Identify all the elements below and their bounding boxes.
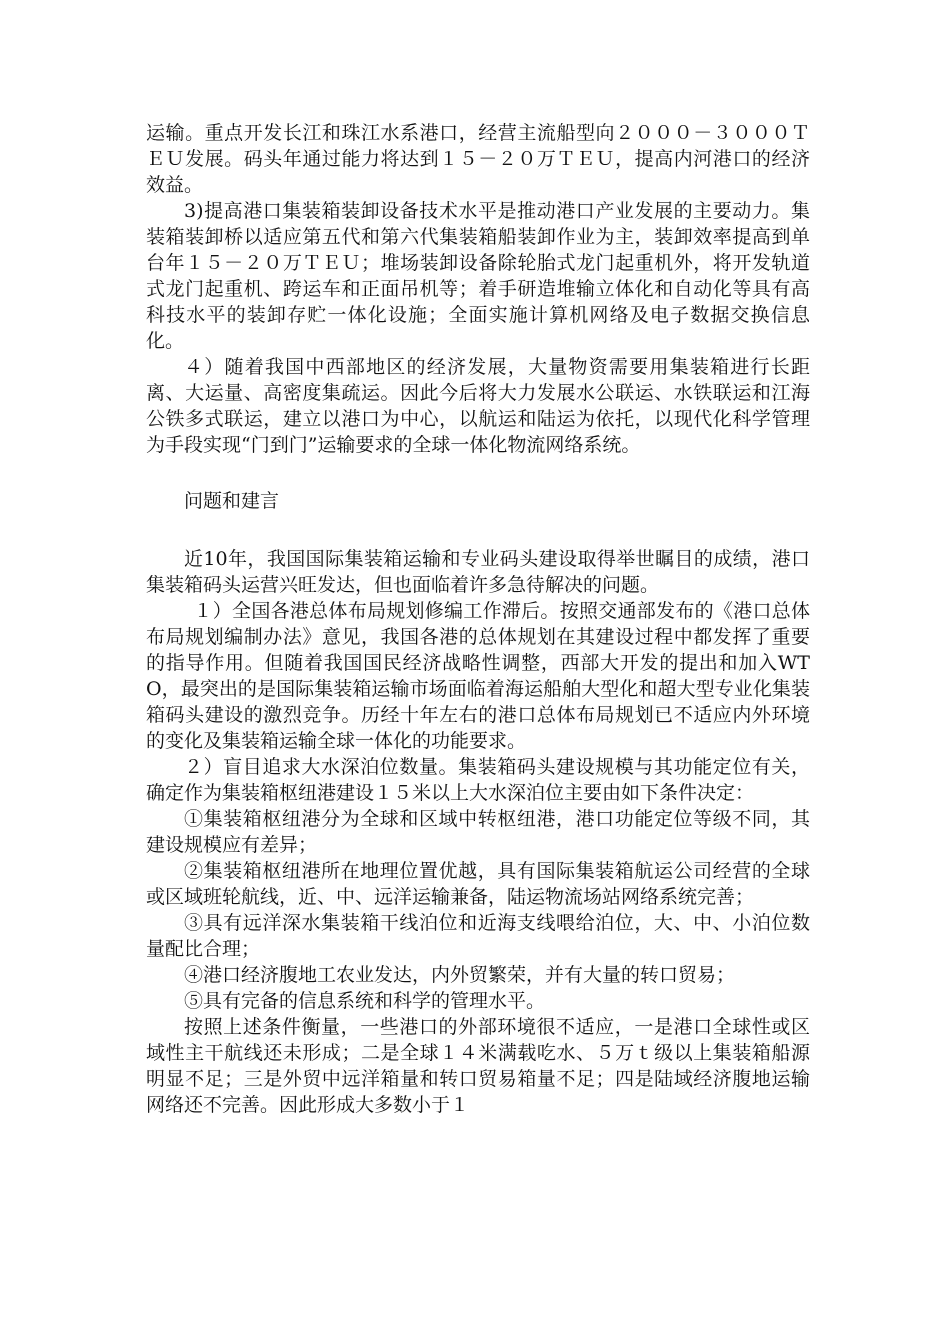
paragraph-intro: 近10年，我国国际集装箱运输和专业码头建设取得举世瞩目的成绩，港口集装箱码头运营兴旺发达，但也面临着许多急待解决的问题。 [146,548,810,596]
list-item-condition-4: ④港口经济腹地工农业发达，内外贸繁荣，并有大量的转口贸易； [184,964,736,986]
list-item-condition-2: ②集装箱枢纽港所在地理位置优越，具有国际集装箱航运公司经营的全球或区域班轮航线，近、中、远洋运输兼备，陆运物流场站网络系统完善； [146,860,810,908]
paragraph-inland-ports: 运输。重点开发长江和珠江水系港口，经营主流船型向２０００－３０００ＴＥＵ发展。码头年通过能力将达到１５－２０万ＴＥＵ，提高内河港口的经济效益。 [146,122,810,196]
section-heading: 问题和建言 [184,490,280,512]
paragraph-multimodal-transport: ４）随着我国中西部地区的经济发展，大量物资需要用集装箱进行长距离、大运量、高密度集疏运。因此今后将大力发展水公联运、水铁联运和江海公铁多式联运，建立以港口为中心，以航运和陆运为依托，以现代化科学管理为手段实现“门到门”运输要求的全球一体化物流网络系统。 [146,356,810,456]
paragraph-problem-1: １）全国各港总体布局规划修编工作滞后。按照交通部发布的《港口总体布局规划编制办法》意见，我国各港的总体规划在其建设过程中都发挥了重要的指导作用。但随着我国国民经济战略性调整，西部大开发的提出和加入WTO，最突出的是国际集装箱运输市场面临着海运船舶大型化和超大型专业化集装箱码头建设的激烈竞争。历经十年左右的港口总体布局规划已不适应内外环境的变化及集装箱运输全球一体化的功能要求。 [146,600,810,752]
list-item-condition-3: ③具有远洋深水集装箱干线泊位和近海支线喂给泊位，大、中、小泊位数量配比合理； [146,912,810,960]
paragraph-handling-equipment: 3)提高港口集装箱装卸设备技术水平是推动港口产业发展的主要动力。集装箱装卸桥以适应第五代和第六代集装箱船装卸作业为主，装卸效率提高到单台年１５－２０万ＴＥＵ；堆场装卸设备除轮胎式龙门起重机外，将开发轨道式龙门起重机、跨运车和正面吊机等；着手研造堆输立体化和自动化等具有高科技水平的装卸存贮一体化设施；全面实施计算机网络及电子数据交换信息化。 [146,200,810,352]
list-item-condition-1: ①集装箱枢纽港分为全球和区域中转枢纽港，港口功能定位等级不同，其建设规模应有差异； [146,808,810,856]
paragraph-problem-2: ２）盲目追求大水深泊位数量。集装箱码头建设规模与其功能定位有关，确定作为集装箱枢纽港建设１５米以上大水深泊位主要由如下条件决定： [146,756,810,804]
document-page [146,120,810,1118]
list-item-condition-5: ⑤具有完备的信息系统和科学的管理水平。 [184,990,546,1012]
paragraph-assessment: 按照上述条件衡量，一些港口的外部环境很不适应，一是港口全球性或区域性主干航线还未形成；二是全球１４米满载吃水、５万ｔ级以上集装箱船源明显不足；三是外贸中远洋箱量和转口贸易箱量不足；四是陆域经济腹地运输网络还不完善。因此形成大多数小于１ [146,1016,810,1116]
